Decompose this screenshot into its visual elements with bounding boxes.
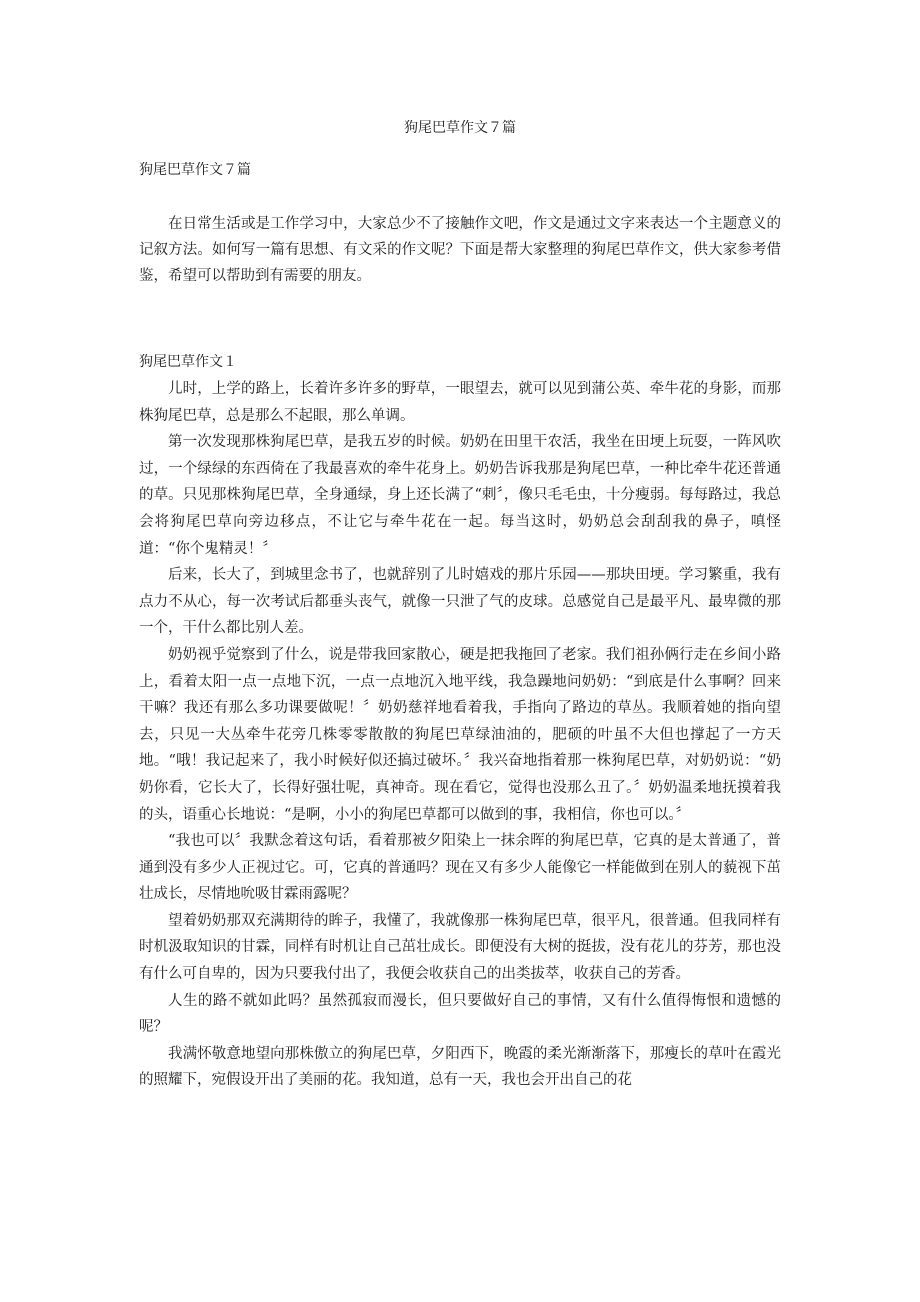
paragraph: 奶奶视乎觉察到了什么，说是带我回家散心，硬是把我拖回了老家。我们祖孙俩行走在乡间小路上，看着太阳一点一点地下沉，一点一点地沉入地平线，我急躁地问奶奶：“到底是什么事啊？回来干嘛？我还有那么多功课要做呢！〞奶奶慈祥地看着我，手指向了路边的草丛。我顺着她的指向望去，只见一大丛牵牛花旁几株零零散散的狗尾巴草绿油油的，肥硕的叶虽不大但也撑起了一方天地。“哦！我记起来了，我小时候好似还搞过破坏。〞我兴奋地指着那一株狗尾巴草，对奶奶说：“奶奶你看，它长大了，长得好强壮呢，真神奇。现在看它，觉得也没那么丑了。〞奶奶温柔地抚摸着我的头，语重心长地说：“是啊，小小的狗尾巴草都可以做到的事，我相信，你也可以。〞 — [139, 646, 781, 823]
section-heading: 狗尾巴草作文１ — [139, 354, 237, 370]
paragraph: 儿时，上学的路上，长着许多许多的野草，一眼望去，就可以见到蒲公英、牵牛花的身影，而那株狗尾巴草，总是那么不起眼，那么单调。 — [139, 381, 781, 424]
paragraph: “我也可以〞我默念着这句话，看着那被夕阳染上一抹余晖的狗尾巴草，它真的是太普通了，普通到没有多少人正视过它。可，它真的普通吗？现在又有多少人能像它一样能做到在别人的藐视下茁壮成长，尽情地吮吸甘霖雨露呢？ — [139, 833, 781, 903]
document-title: 狗尾巴草作文７篇 — [404, 120, 516, 136]
paragraph: 我满怀敬意地望向那株傲立的狗尾巴草，夕阳西下，晚霞的柔光渐渐落下，那瘦长的草叶在霞光的照耀下，宛假设开出了美丽的花。我知道，总有一天，我也会开出自己的花 — [139, 1045, 781, 1089]
document-subtitle: 狗尾巴草作文７篇 — [139, 162, 251, 178]
intro-paragraph: 在日常生活或是工作学习中，大家总少不了接触作文吧，作文是通过文字来表达一个主题意义的记叙方法。如何写一篇有思想、有文采的作文呢？下面是帮大家整理的狗尾巴草作文，供大家参考借鉴，希望可以帮助到有需要的朋友。 — [139, 216, 781, 284]
essay-body — [139, 376, 781, 1094]
paragraph: 人生的路不就如此吗？虽然孤寂而漫长，但只要做好自己的事情，又有什么值得悔恨和遗憾的呢？ — [139, 992, 781, 1036]
paragraph: 后来，长大了，到城里念书了，也就辞别了儿时嬉戏的那片乐园——那块田埂。学习繁重，我有点力不从心，每一次考试后都垂头丧气，就像一只泄了气的皮球。总感觉自己是最平凡、最卑微的那一个，干什么都比别人差。 — [139, 567, 781, 637]
paragraph: 望着奶奶那双充满期待的眸子，我懂了，我就像那一株狗尾巴草，很平凡，很普通。但我同样有时机汲取知识的甘霖，同样有时机让自己茁壮成长。即便没有大树的挺拔，没有花儿的芬芳，那也没有什么可自卑的，因为只要我付出了，我便会收获自己的出类拔萃，收获自己的芳香。 — [139, 912, 781, 983]
paragraph: 第一次发现那株狗尾巴草，是我五岁的时候。奶奶在田里干农活，我坐在田埂上玩耍，一阵风吹过，一个绿绿的东西倚在了我最喜欢的牵牛花身上。奶奶告诉我那是狗尾巴草，一种比牵牛花还普通的草。只见那株狗尾巴草，全身通绿，身上还长满了“刺〞，像只毛毛虫，十分瘦弱。每每路过，我总会将狗尾巴草向旁边移点，不让它与牵牛花在一起。每当这时，奶奶总会刮刮我的鼻子，嗔怪道：“你个鬼精灵！〞 — [139, 434, 781, 557]
